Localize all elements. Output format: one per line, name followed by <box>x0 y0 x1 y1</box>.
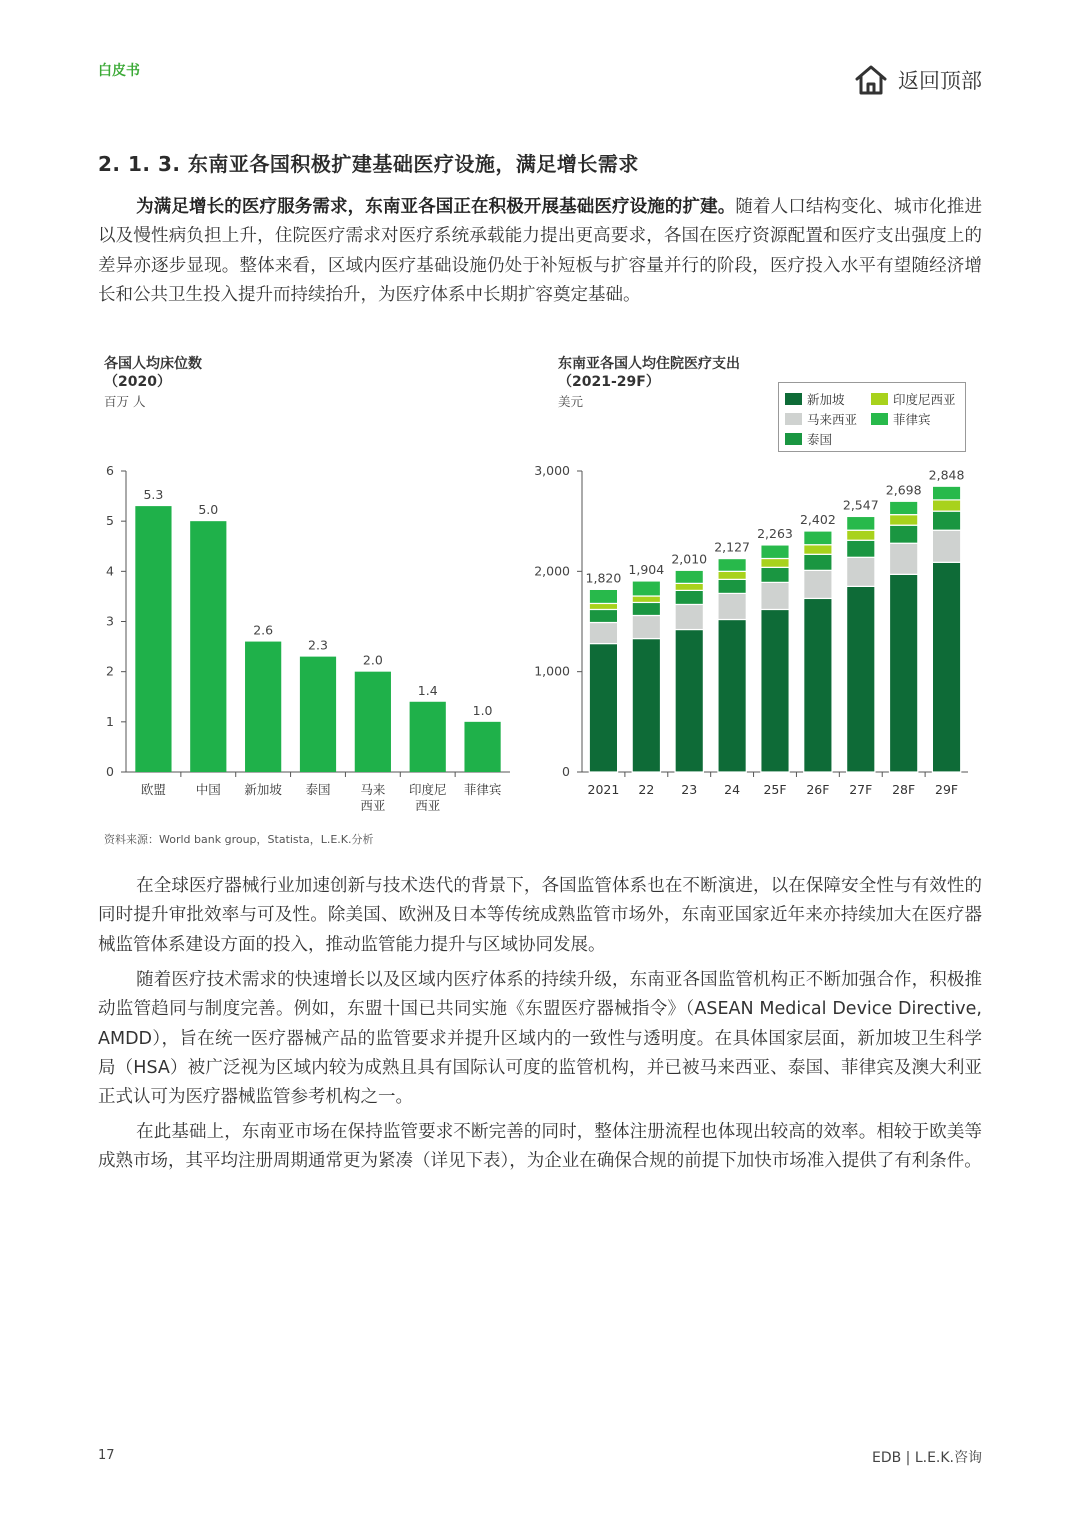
total-label: 1,904 <box>628 561 665 577</box>
bar-segment <box>718 571 746 579</box>
data-label: 2.0 <box>362 652 383 668</box>
legend-swatch-thailand <box>785 433 802 445</box>
y-tick-label: 4 <box>106 563 114 579</box>
legend-item-philippines <box>871 410 931 428</box>
footer-brand: EDB | L.E.K.咨询 <box>871 1450 982 1466</box>
section-title: 2. 1. 3. 东南亚各国积极扩建基础医疗设施，满足增长需求 <box>98 152 639 176</box>
total-label: 2,402 <box>799 511 836 527</box>
bar-segment <box>718 579 746 593</box>
paragraph-3-text: 在此基础上，东南亚市场在保持监管要求不断完善的同时，整体注册流程也体现出较高的效率。相较于欧美等成熟市场，其平均注册周期通常更为紧凑（详见下表），为企业在确保合规的前提下加快市场准入提供了有利条件。 <box>98 1122 982 1172</box>
bar-segment <box>932 500 960 511</box>
chart2-title <box>558 355 740 391</box>
chart1-title-line1: 各国人均床位数 <box>104 356 202 372</box>
bar <box>190 521 226 772</box>
total-label: 2,547 <box>842 497 879 513</box>
bar-segment <box>847 557 875 586</box>
back-to-top-label: 返回顶部 <box>898 69 982 93</box>
bar-segment <box>804 531 832 545</box>
intro-lead: 为满足增长的医疗服务需求，东南亚各国正在积极开展基础医疗设施的扩建。 <box>136 197 736 217</box>
bar-segment <box>847 530 875 540</box>
bar-segment <box>589 589 617 603</box>
bar-segment <box>804 554 832 570</box>
bar-segment <box>761 558 789 567</box>
x-tick-label: 印度尼 <box>408 782 447 797</box>
legend-label-singapore: 新加坡 <box>807 392 845 407</box>
total-label: 1,820 <box>585 570 622 586</box>
legend-label-malaysia: 马来西亚 <box>807 412 858 427</box>
x-tick-label: 西亚 <box>360 798 386 813</box>
bar-segment <box>718 593 746 619</box>
bar-segment <box>718 619 746 772</box>
total-label: 2,127 <box>714 539 751 555</box>
bar-segment <box>847 540 875 557</box>
legend-swatch-malaysia <box>785 413 802 425</box>
bar-segment <box>932 530 960 562</box>
x-tick-label: 25F <box>763 782 787 797</box>
legend-item-indonesia <box>871 390 956 408</box>
bar-segment <box>804 545 832 555</box>
x-tick-label: 22 <box>638 782 655 797</box>
bar-segment <box>761 609 789 772</box>
bar-segment <box>675 590 703 604</box>
legend-label-thailand: 泰国 <box>807 432 833 447</box>
legend-swatch-singapore <box>785 393 802 405</box>
y-tick-label: 2,000 <box>534 563 570 579</box>
chart-inpatient-spending <box>520 455 980 825</box>
x-tick-label: 23 <box>681 782 698 797</box>
bar-segment <box>632 581 660 596</box>
chart1-title <box>104 355 202 391</box>
data-label: 5.0 <box>198 502 219 518</box>
bar-segment <box>890 515 918 526</box>
data-label: 1.0 <box>472 702 493 718</box>
x-tick-label: 泰国 <box>305 782 331 797</box>
x-tick-label: 中国 <box>195 782 221 797</box>
bar <box>245 642 281 772</box>
bar-segment <box>632 615 660 638</box>
page-number: 17 <box>98 1448 115 1463</box>
y-tick-label: 6 <box>106 463 114 478</box>
x-tick-label: 菲律宾 <box>463 782 502 797</box>
bar-segment <box>932 511 960 530</box>
y-tick-label: 1,000 <box>534 663 570 679</box>
paragraph-2 <box>98 966 982 1112</box>
bar <box>464 722 500 772</box>
bar <box>410 702 446 772</box>
chart2-title-line1: 东南亚各国人均住院医疗支出 <box>558 356 740 372</box>
data-label: 2.3 <box>308 637 328 653</box>
y-tick-label: 3,000 <box>534 463 570 478</box>
bar-segment <box>675 570 703 583</box>
total-label: 2,010 <box>671 551 708 567</box>
y-tick-label: 1 <box>106 713 114 729</box>
y-tick-label: 5 <box>106 513 114 529</box>
paragraph-3 <box>98 1118 982 1177</box>
bar <box>135 506 171 772</box>
legend-item-malaysia <box>785 410 857 428</box>
bar <box>300 657 336 772</box>
legend-swatch-indonesia <box>871 393 888 405</box>
x-tick-label: 28F <box>892 782 916 797</box>
x-tick-label: 27F <box>849 782 873 797</box>
x-tick-label: 马来 <box>360 782 386 797</box>
bar-segment <box>761 545 789 559</box>
bar-segment <box>589 644 617 772</box>
bar-segment <box>761 582 789 609</box>
data-label: 1.4 <box>417 682 438 698</box>
bar-segment <box>675 604 703 629</box>
y-tick-label: 3 <box>106 613 114 629</box>
legend-label-indonesia: 印度尼西亚 <box>893 392 956 407</box>
total-label: 2,848 <box>928 467 965 483</box>
total-label: 2,698 <box>885 482 922 498</box>
whitepaper-label: 白皮书 <box>98 63 140 79</box>
bar-segment <box>632 639 660 772</box>
intro-paragraph <box>98 193 982 310</box>
paragraph-1-text: 在全球医疗器械行业加速创新与技术迭代的背景下，各国监管体系也在不断演进，以在保障安全性与有效性的同时提升审批效率与可及性。除美国、欧洲及日本等传统成熟监管市场外，东南亚国家近年来亦持续加大在医疗器械监管体系建设方面的投入，推动监管能力提升与区域协同发展。 <box>98 876 982 955</box>
data-label: 5.3 <box>143 487 164 503</box>
bar-segment <box>589 609 617 622</box>
bar-segment <box>632 602 660 615</box>
bar-segment <box>718 559 746 572</box>
bar-segment <box>761 567 789 582</box>
chart2-legend <box>778 382 966 452</box>
bar-segment <box>890 574 918 772</box>
bar-segment <box>847 586 875 772</box>
y-tick-label: 0 <box>106 764 114 779</box>
bar-segment <box>632 596 660 602</box>
bar-segment <box>804 570 832 598</box>
chart2-title-line2: （2021-29F） <box>558 374 660 390</box>
source-note: 资料来源：World bank group，Statista，L.E.K.分析 <box>104 833 374 846</box>
x-tick-label: 欧盟 <box>140 782 166 797</box>
chart2-unit: 美元 <box>558 394 584 409</box>
chart1-unit: 百万 人 <box>104 394 146 409</box>
bar-segment <box>890 501 918 514</box>
bar-segment <box>847 516 875 530</box>
bar <box>355 672 391 772</box>
y-tick-label: 2 <box>106 663 114 679</box>
bar-segment <box>675 630 703 772</box>
x-tick-label: 新加坡 <box>244 782 282 797</box>
bar-segment <box>589 623 617 644</box>
x-tick-label: 西亚 <box>415 798 441 813</box>
bar-segment <box>890 543 918 574</box>
bar-segment <box>804 598 832 772</box>
total-label: 2,263 <box>757 525 793 541</box>
y-tick-label: 0 <box>562 764 570 779</box>
legend-item-thailand <box>785 430 832 448</box>
home-icon <box>854 64 888 96</box>
x-tick-label: 24 <box>724 782 741 797</box>
x-tick-label: 29F <box>935 782 959 797</box>
chart-bed-per-capita <box>90 455 530 825</box>
legend-swatch-philippines <box>871 413 888 425</box>
back-to-top-button[interactable] <box>854 64 982 96</box>
chart1-title-line2: （2020） <box>104 374 171 390</box>
bar-segment <box>932 486 960 500</box>
paragraph-2-text: 随着医疗技术需求的快速增长以及区域内医疗体系的持续升级，东南亚各国监管机构正不断加强合作，积极推动监管趋同与制度完善。例如，东盟十国已共同实施《东盟医疗器械指令》（ASEAN Medical Device Directive, AMDD），旨在统一医疗器械产品的监管要求并提升区域内的一致性与透明度。在具体国家层面，新加坡卫生科学局（HSA）被广泛视为区域内较为成熟且具有国际认可度的监管机构，并已被马来西亚、泰国、菲律宾及澳大利亚正式认可为医疗器械监管参考机构之一。 <box>98 970 982 1108</box>
legend-label-philippines: 菲律宾 <box>893 412 931 427</box>
legend-item-singapore <box>785 390 845 408</box>
bar-segment <box>675 583 703 590</box>
bar-segment <box>932 562 960 772</box>
intro-body: 随着人口结构变化、城市化推进以及慢性病负担上升，住院医疗需求对医疗系统承载能力提出更高要求，各国在医疗资源配置和医疗支出强度上的差异亦逐步显现。整体来看，区域内医疗基础设施仍处于补短板与扩容量并行的阶段，医疗投入水平有望随经济增长和公共卫生投入提升而持续抬升，为医疗体系中长期扩容奠定基础。 <box>98 197 982 305</box>
x-tick-label: 26F <box>806 782 830 797</box>
bar-segment <box>589 603 617 609</box>
x-tick-label: 2021 <box>587 782 620 797</box>
paragraph-1 <box>98 872 982 960</box>
data-label: 2.6 <box>253 622 274 638</box>
bar-segment <box>890 525 918 543</box>
